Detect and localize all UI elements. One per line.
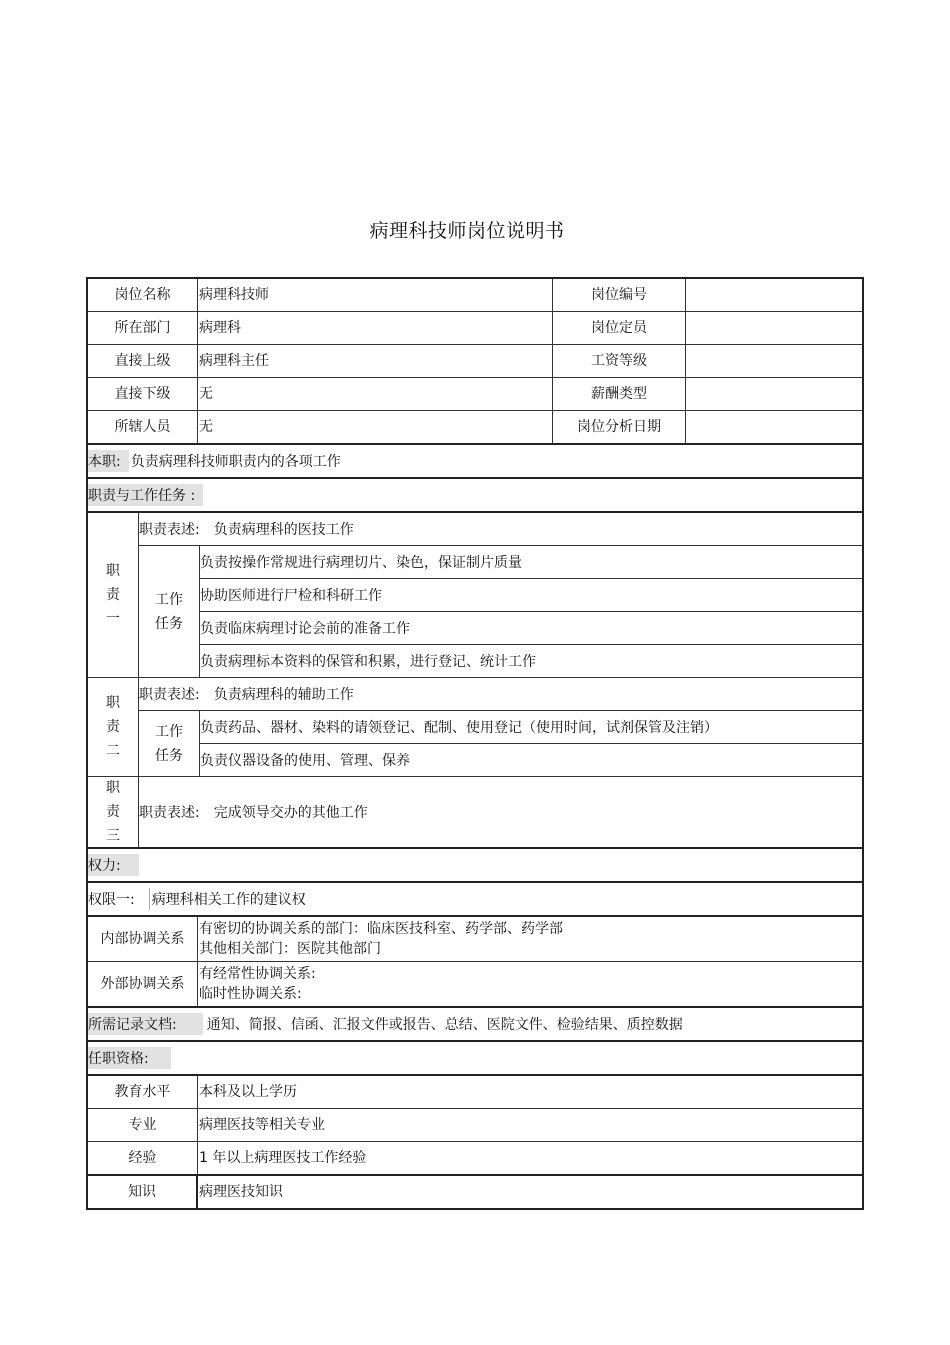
duty-1-label xyxy=(88,513,139,677)
internal-coordination-row xyxy=(88,917,862,962)
duty-label-char: 一 xyxy=(106,611,120,627)
duty-3-description: 职责表述: 完成领导交办的其他工作 xyxy=(139,805,368,821)
duty-label-char: 责 xyxy=(106,719,120,735)
duty-1-tasks xyxy=(139,546,862,677)
field-label: 所在部门 xyxy=(88,312,198,344)
table-row xyxy=(88,312,862,345)
records-section xyxy=(86,1006,864,1040)
knowledge-value: 病理医技知识 xyxy=(199,1183,283,1200)
task-label xyxy=(139,546,200,677)
duty-2-label xyxy=(88,678,139,776)
duty-label-char: 职 xyxy=(106,563,120,579)
power-section xyxy=(86,847,864,881)
authority-row xyxy=(88,883,862,915)
task-item: 负责仪器设备的使用、管理、保养 xyxy=(200,753,410,769)
duty-3 xyxy=(88,777,862,847)
task-label-text: 工作 xyxy=(155,723,183,740)
coordination-line: 有经常性协调关系: xyxy=(199,966,316,982)
duty-label-char: 责 xyxy=(106,804,120,820)
task-item: 负责药品、器材、染料的请领登记、配制、使用登记（使用时间，试剂保管及注销） xyxy=(200,711,862,744)
external-coordination-row xyxy=(88,962,862,1006)
qualification-field-label: 经验 xyxy=(88,1142,198,1174)
table-row xyxy=(88,1109,862,1142)
main-duty-row xyxy=(88,445,862,477)
field-label: 薪酬类型 xyxy=(553,378,686,410)
qualification-row xyxy=(88,1042,862,1074)
duties-section xyxy=(86,511,864,847)
external-coordination-label: 外部协调关系 xyxy=(88,962,198,1006)
qualification-label: 任职资格: xyxy=(88,1047,171,1069)
field-value: 无 xyxy=(198,378,553,410)
task-list xyxy=(200,546,862,677)
task-label-text: 工作 xyxy=(155,591,183,608)
table-row xyxy=(88,279,862,312)
task-list xyxy=(200,711,862,776)
authority-label: 权限一: xyxy=(88,888,150,910)
table-row xyxy=(88,345,862,378)
duty-3-body xyxy=(139,777,862,847)
table-row xyxy=(88,378,862,411)
qualification-section xyxy=(86,1040,864,1074)
duties-header-section xyxy=(86,477,864,511)
task-item: 负责按操作常规进行病理切片、染色，保证制片质量 xyxy=(200,546,862,579)
qualification-field-value: 病理医技等相关专业 xyxy=(199,1116,325,1133)
qualification-details xyxy=(86,1074,864,1174)
main-duty-value: 负责病理科技师职责内的各项工作 xyxy=(130,454,341,470)
external-coordination-value xyxy=(198,962,862,1006)
qualification-field-label: 教育水平 xyxy=(88,1076,198,1108)
records-value: 通知、简报、信函、汇报文件或报告、总结、医院文件、检验结果、质控数据 xyxy=(206,1017,683,1033)
main-duty-section xyxy=(86,443,864,477)
duty-2-tasks xyxy=(139,711,862,776)
duties-header-label: 职责与工作任务 : xyxy=(88,484,203,506)
duty-2 xyxy=(88,678,862,777)
field-label: 直接上级 xyxy=(88,345,198,377)
duty-1 xyxy=(88,513,862,678)
field-value xyxy=(686,345,862,377)
task-item: 负责病理标本资料的保管和积累，进行登记、统计工作 xyxy=(200,654,536,670)
field-value: 病理科 xyxy=(198,312,553,344)
task-item: 协助医师进行尸检和科研工作 xyxy=(200,579,862,612)
field-label: 工资等级 xyxy=(553,345,686,377)
field-label: 直接下级 xyxy=(88,378,198,410)
task-label-text: 任务 xyxy=(155,615,183,632)
field-label: 岗位定员 xyxy=(553,312,686,344)
authority-value: 病理科相关工作的建议权 xyxy=(151,892,306,908)
field-label: 岗位编号 xyxy=(553,279,686,311)
duty-label-char: 职 xyxy=(106,780,120,796)
page-title: 病理科技师岗位说明书 xyxy=(369,220,565,242)
table-row xyxy=(88,1076,862,1109)
field-label: 岗位名称 xyxy=(88,279,198,311)
internal-coordination-label: 内部协调关系 xyxy=(88,917,198,961)
knowledge-section xyxy=(86,1174,864,1210)
internal-coordination-value xyxy=(198,917,862,961)
field-value xyxy=(686,411,862,443)
field-value: 病理科技师 xyxy=(198,279,553,311)
basic-info-section xyxy=(86,277,864,443)
qualification-field-value: 本科及以上学历 xyxy=(199,1083,297,1100)
duty-1-description: 职责表述: 负责病理科的医技工作 xyxy=(139,513,862,546)
authority-section xyxy=(86,881,864,915)
field-label: 岗位分析日期 xyxy=(553,411,686,443)
task-label xyxy=(139,711,200,776)
records-label: 所需记录文档: xyxy=(88,1013,203,1035)
duties-header-row xyxy=(88,479,862,511)
duty-label-char: 二 xyxy=(106,743,120,759)
table-row xyxy=(88,1176,862,1208)
field-label: 所辖人员 xyxy=(88,411,198,443)
task-label-text: 任务 xyxy=(155,747,183,764)
task-item: 负责临床病理讨论会前的准备工作 xyxy=(200,612,862,645)
table-row xyxy=(88,411,862,443)
job-description-table xyxy=(86,277,864,1210)
power-row xyxy=(88,849,862,881)
qualification-field-value: 1 年以上病理医技工作经验 xyxy=(199,1149,367,1166)
knowledge-label: 知识 xyxy=(88,1176,198,1208)
coordination-section xyxy=(86,915,864,1006)
field-value xyxy=(686,279,862,311)
duty-label-char: 三 xyxy=(106,828,120,844)
power-label: 权力: xyxy=(88,854,139,876)
main-duty-label: 本职: xyxy=(88,450,129,472)
coordination-line: 其他相关部门：医院其他部门 xyxy=(199,941,381,957)
coordination-line: 临时性协调关系: xyxy=(199,986,302,1002)
duty-2-description: 职责表述: 负责病理科的辅助工作 xyxy=(139,678,862,711)
coordination-line: 有密切的协调关系的部门：临床医技科室、药学部、药学部 xyxy=(199,921,563,937)
duty-1-body xyxy=(139,513,862,677)
field-value: 无 xyxy=(198,411,553,443)
field-value xyxy=(686,312,862,344)
duty-label-char: 职 xyxy=(106,695,120,711)
field-value xyxy=(686,378,862,410)
duty-2-body xyxy=(139,678,862,776)
qualification-field-label: 专业 xyxy=(88,1109,198,1141)
table-row xyxy=(88,1142,862,1174)
duty-label-char: 责 xyxy=(106,587,120,603)
duty-3-label xyxy=(88,777,139,847)
records-row xyxy=(88,1008,862,1040)
field-value: 病理科主任 xyxy=(198,345,553,377)
